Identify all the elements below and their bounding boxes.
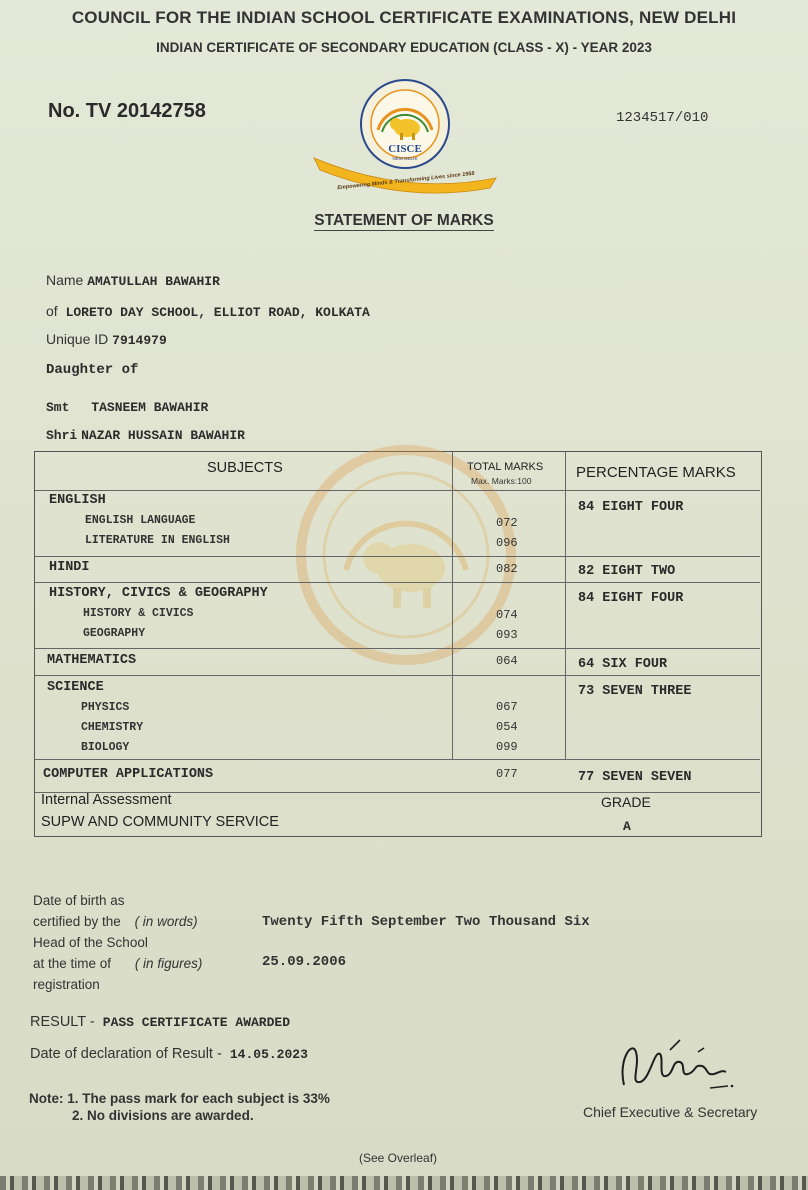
signature-icon xyxy=(610,1030,740,1100)
school-row xyxy=(46,303,370,320)
name-row xyxy=(46,272,220,289)
declaration-date: 14.05.2023 xyxy=(229,1047,308,1062)
subject-history-civics: HISTORY & CIVICS xyxy=(83,607,194,620)
result-label: RESULT - xyxy=(30,1014,95,1030)
unique-id: 7914979 xyxy=(112,333,167,348)
dob-label-2 xyxy=(33,914,198,929)
mark-history-civics: 074 xyxy=(496,608,518,622)
declaration-label: Date of declaration of Result - xyxy=(30,1046,222,1062)
logo-subtext: NEW DELHI xyxy=(392,156,418,161)
see-overleaf: (See Overleaf) xyxy=(359,1151,438,1165)
percent-science: 73 SEVEN THREE xyxy=(578,684,692,699)
dob-label-2-text: certified by the xyxy=(33,914,121,929)
document-title-text: STATEMENT OF MARKS xyxy=(314,212,494,229)
subject-mathematics: MATHEMATICS xyxy=(47,653,137,668)
subject-literature: LITERATURE IN ENGLISH xyxy=(85,534,230,547)
of-label: of xyxy=(46,303,58,319)
subject-english: ENGLISH xyxy=(49,493,106,508)
certificate-number: No. TV 20142758 xyxy=(48,100,206,122)
subject-biology: BIOLOGY xyxy=(81,741,130,754)
supw-label: SUPW AND COMMUNITY SERVICE xyxy=(41,814,279,830)
grade-label: GRADE xyxy=(601,794,651,810)
signatory-title: Chief Executive & Secretary xyxy=(583,1104,758,1120)
reference-number: 1234517/010 xyxy=(616,110,709,126)
logo-ribbon: Empowering Minds & Transforming Lives since 1958 xyxy=(337,170,475,192)
col-header-total-sub: Max. Marks:100 xyxy=(471,476,532,486)
dob-in-figures: 25.09.2006 xyxy=(262,954,347,970)
note-2: 2. No divisions are awarded. xyxy=(72,1108,254,1123)
father-name: NAZAR HUSSAIN BAWAHIR xyxy=(81,428,245,443)
note-1: Note: 1. The pass mark for each subject is 33% xyxy=(29,1091,330,1106)
dob-label-1: Date of birth as xyxy=(33,893,125,908)
exam-title: INDIAN CERTIFICATE OF SECONDARY EDUCATION (CLASS - X) - YEAR 2023 xyxy=(156,40,652,55)
col-divider-2 xyxy=(565,452,566,759)
result-value: PASS CERTIFICATE AWARDED xyxy=(102,1015,290,1030)
mark-literature: 096 xyxy=(496,536,518,550)
subject-computer-applications: COMPUTER APPLICATIONS xyxy=(43,767,214,782)
row-divider xyxy=(35,582,760,583)
row-divider xyxy=(35,490,760,491)
col-header-percentage: PERCENTAGE MARKS xyxy=(576,464,736,481)
relation-label: Daughter of xyxy=(46,362,139,378)
student-name: AMATULLAH BAWAHIR xyxy=(87,274,220,289)
dob-in-words: Twenty Fifth September Two Thousand Six xyxy=(262,914,590,930)
marks-table xyxy=(34,451,762,837)
dob-label-4-text: at the time of xyxy=(33,956,112,971)
document-title xyxy=(0,212,808,230)
row-divider xyxy=(35,675,760,676)
row-divider xyxy=(35,759,760,760)
father-label: Shri xyxy=(46,428,78,443)
mark-chemistry: 054 xyxy=(496,720,518,734)
cisce-logo-icon xyxy=(310,78,500,200)
uid-label: Unique ID xyxy=(46,331,109,347)
row-divider xyxy=(35,648,760,649)
name-label: Name xyxy=(46,272,84,288)
subject-geography: GEOGRAPHY xyxy=(83,627,146,640)
col-header-total: TOTAL MARKS xyxy=(467,461,544,473)
subject-english-language: ENGLISH LANGUAGE xyxy=(85,514,196,527)
dob-label-5: registration xyxy=(33,977,100,992)
mother-row xyxy=(46,398,208,415)
percent-mathematics: 64 SIX FOUR xyxy=(578,657,668,672)
mother-label: Smt xyxy=(46,400,70,415)
mark-mathematics: 064 xyxy=(496,654,518,668)
mother-name: TASNEEM BAWAHIR xyxy=(91,400,209,415)
mark-biology: 099 xyxy=(496,740,518,754)
col-divider-1 xyxy=(452,452,453,759)
supw-grade: A xyxy=(623,819,631,834)
result-row xyxy=(30,1014,290,1030)
father-row xyxy=(46,426,245,443)
mark-computer-applications: 077 xyxy=(496,767,518,781)
percent-english: 84 EIGHT FOUR xyxy=(578,500,684,515)
bottom-edge-strip xyxy=(0,1176,808,1190)
dob-label-4 xyxy=(33,956,202,971)
row-divider xyxy=(35,556,760,557)
dob-label-3: Head of the School xyxy=(33,935,148,950)
mark-physics: 067 xyxy=(496,700,518,714)
mark-geography: 093 xyxy=(496,628,518,642)
subject-hcg: HISTORY, CIVICS & GEOGRAPHY xyxy=(49,586,268,601)
subject-physics: PHYSICS xyxy=(81,701,130,714)
uid-row xyxy=(46,331,167,348)
logo-name: CISCE xyxy=(388,143,422,155)
mark-hindi: 082 xyxy=(496,562,518,576)
subject-science: SCIENCE xyxy=(47,680,104,695)
percent-hindi: 82 EIGHT TWO xyxy=(578,564,676,579)
subject-hindi: HINDI xyxy=(49,560,90,575)
internal-assessment-label: Internal Assessment xyxy=(41,792,172,808)
dob-words-hint: ( in words) xyxy=(134,914,198,929)
dob-figures-hint: ( in figures) xyxy=(134,956,203,971)
council-title: COUNCIL FOR THE INDIAN SCHOOL CERTIFICATE EXAMINATIONS, NEW DELHI xyxy=(71,8,737,27)
percent-hcg: 84 EIGHT FOUR xyxy=(578,591,684,606)
mark-english-language: 072 xyxy=(496,516,518,530)
percent-computer-applications: 77 SEVEN SEVEN xyxy=(578,770,692,785)
col-header-subjects: SUBJECTS xyxy=(207,460,283,476)
school-name: LORETO DAY SCHOOL, ELLIOT ROAD, KOLKATA xyxy=(65,305,370,320)
subject-chemistry: CHEMISTRY xyxy=(81,721,144,734)
declaration-row xyxy=(30,1046,308,1062)
cisce-watermark-icon xyxy=(291,440,521,670)
